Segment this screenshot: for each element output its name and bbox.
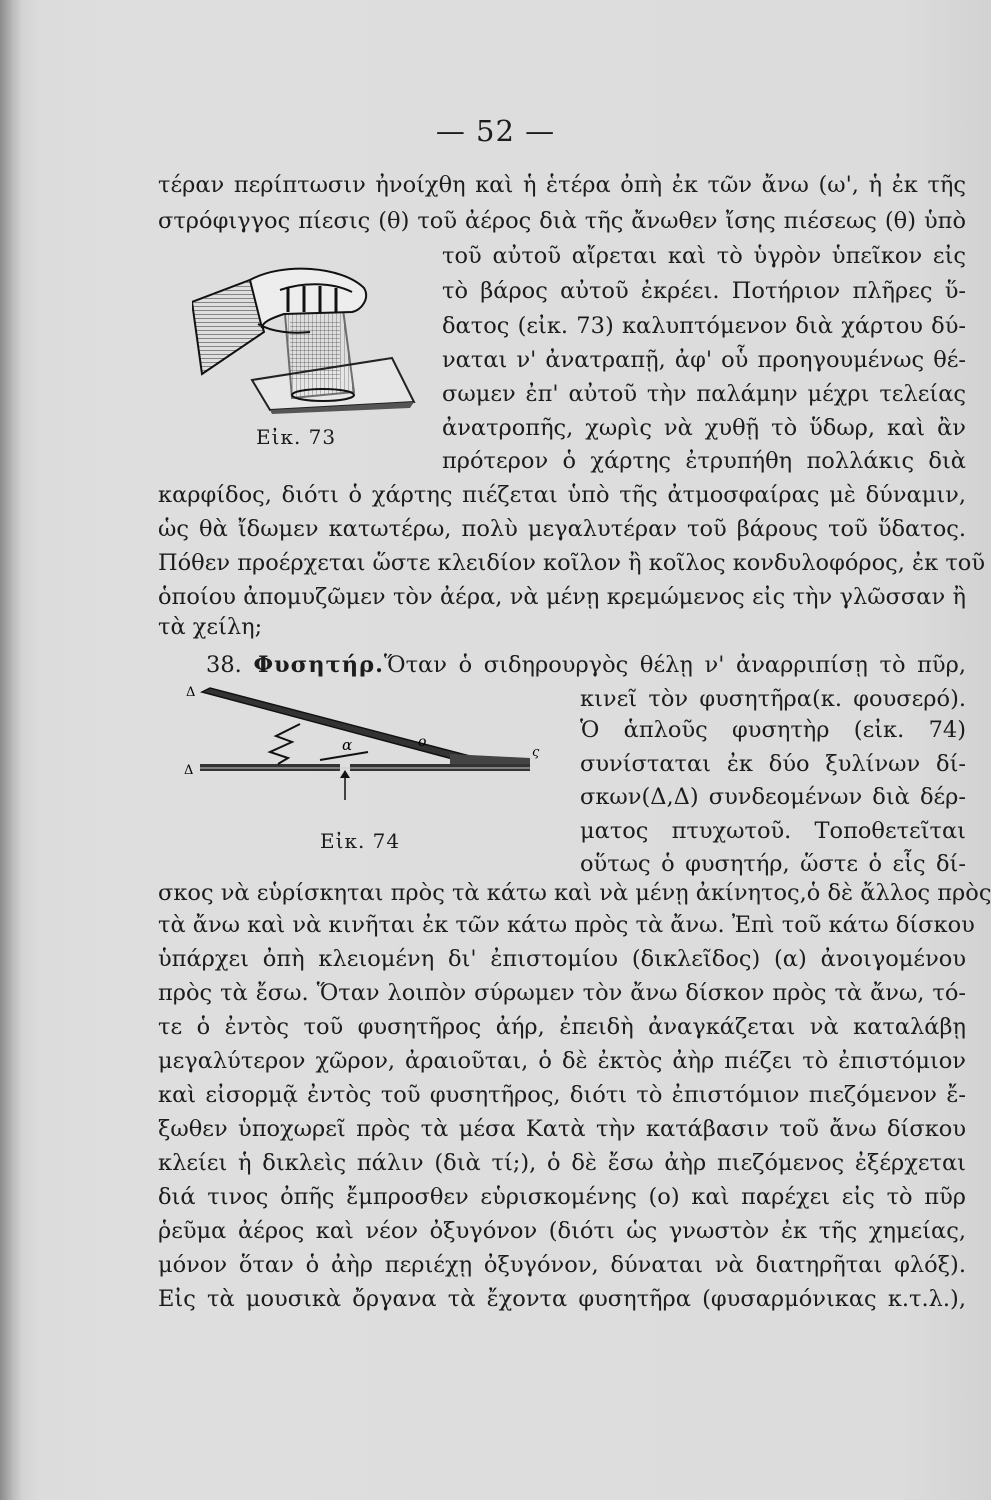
text-line: καὶ εἰσορμᾷ ἐντὸς τοῦ φυσητῆρος, διότι τὸ ἐπιστόμιον πιεζόμενον ἔ-: [158, 1082, 966, 1108]
section-38-first-line: [206, 650, 966, 680]
text-line: πρότερον ὁ χάρτης ἐτρυπήθη πολλάκις διὰ: [442, 448, 966, 474]
text-line: Ὅταν ὁ σιδηρουργὸς θέλῃ ν' ἀναρριπίσῃ τὸ πῦρ,: [383, 652, 966, 678]
text-line: Εἰς τὰ μουσικὰ ὄργανα τὰ ἔχοντα φυσητῆρα (φυσαρμόνικας κ.τ.λ.),: [158, 1286, 966, 1312]
text-line: οὕτως ὁ φυσητήρ, ὥστε ὁ εἷς δί-: [580, 851, 966, 877]
text-line: σκων(Δ,Δ) συνδεομένων διὰ δέρ-: [580, 784, 966, 810]
text-line: Ὁ ἁπλοῦς φυσητὴρ (εἰκ. 74): [580, 717, 966, 743]
text-line: τοῦ αὐτοῦ αἴρεται καὶ τὸ ὑγρὸν ὑπεῖκον εἰς: [442, 243, 966, 269]
text-line: διά τινος ὀπῆς ἔμπροσθεν εὑρισκομένης (ο) καὶ παρέχει εἰς τὸ πῦρ: [158, 1184, 966, 1210]
label-upper-disc: Δ: [186, 685, 196, 700]
text-line: σκος νὰ εὑρίσκηται πρὸς τὰ κάτω καὶ νὰ μένῃ ἀκίνητος,ὁ δὲ ἄλλος πρὸς: [158, 880, 991, 906]
page-spine-shadow: [0, 0, 22, 1500]
figure-74-caption: Εἰκ. 74: [320, 829, 401, 853]
text-line: πρὸς τὰ ἔσω. Ὅταν λοιπὸν σύρωμεν τὸν ἄνω δίσκον πρὸς τὰ ἄνω, τό-: [158, 980, 966, 1006]
text-line: στρόφιγγος πίεσις (θ) τοῦ ἀέρος διὰ τῆς ἄνωθεν ἴσης πιέσεως (θ) ὑπὸ: [158, 208, 966, 234]
section-heading: Φυσητήρ.: [253, 652, 384, 678]
text-line: ὁποίου ἀπομυζῶμεν τὸν ἀέρα, νὰ μένῃ κρεμώμενος εἰς τὴν γλῶσσαν ἢ: [158, 584, 966, 610]
text-line: ὑπάρχει ὀπὴ κλειομένη δι' ἐπιστομίου (δικλεῖδος) (α) ἀνοιγομένου: [158, 946, 966, 972]
text-line: τέραν περίπτωσιν ἠνοίχθη καὶ ἡ ἑτέρα ὀπὴ ἐκ τῶν ἄνω (ω', ἡ ἐκ τῆς: [158, 172, 966, 198]
text-line: τὰ χείλη;: [158, 614, 263, 640]
text-line: μεγαλύτερον χῶρον, ἀραιοῦται, ὁ δὲ ἐκτὸς ἀὴρ πιέζει τὸ ἐπιστόμιον: [158, 1048, 966, 1074]
text-line: Πόθεν προέρχεται ὥστε κλειδίον κοῖλον ἢ κοῖλος κονδυλοφόρος, ἐκ τοῦ: [158, 550, 986, 576]
label-nozzle: ς: [532, 745, 540, 760]
label-outlet: ο: [418, 734, 427, 750]
text-line: κλείει ἡ δικλεὶς πάλιν (διὰ τί;), ὁ δὲ ἔσω ἀὴρ πιεζόμενος ἐξέρχεται: [158, 1150, 966, 1176]
label-valve: α: [342, 736, 353, 754]
text-line: τὰ ἄνω καὶ νὰ κινῆται ἐκ τῶν κάτω πρὸς τὰ ἄνω. Ἐπὶ τοῦ κάτω δίσκου: [158, 912, 975, 938]
text-line: ῥεῦμα ἀέρος καὶ νέον ὀξυγόνον (διότι ὡς γνωστὸν ἐκ τῆς χημείας,: [158, 1218, 966, 1244]
text-line: κινεῖ τὸν φυσητῆρα(κ. φουσερό).: [580, 686, 966, 712]
label-lower-disc: Δ: [184, 763, 194, 778]
text-line: ἀνατροπῆς, χωρὶς νὰ χυθῇ τὸ ὕδωρ, καὶ ἂν: [442, 415, 966, 441]
text-line: τὸ βάρος αὐτοῦ ἐκρέει. Ποτήριον πλῆρες ὕ-: [442, 278, 966, 304]
section-number: 38.: [206, 652, 242, 678]
text-line: ναται ν' ἀνατραπῇ, ἀφ' οὗ προηγουμένως θέ-: [442, 347, 966, 373]
text-line: ματος πτυχωτοῦ. Τοποθετεῖται: [580, 818, 966, 844]
text-line: μόνον ὅταν ὁ ἀὴρ περιέχῃ ὀξυγόνον, δύναται νὰ διατηρῆται φλόξ).: [158, 1252, 966, 1278]
text-line: καρφίδος, διότι ὁ χάρτης πιέζεται ὑπὸ τῆς ἀτμοσφαίρας μὲ δύναμιν,: [158, 482, 966, 508]
figure-73-hand-glass: [192, 262, 417, 417]
text-line: τε ὁ ἐντὸς τοῦ φυσητῆρος ἀήρ, ἐπειδὴ ἀναγκάζεται νὰ καταλάβῃ: [158, 1014, 966, 1040]
text-line: συνίσταται ἐκ δύο ξυλίνων δί-: [580, 751, 966, 777]
figure-74-bellows: [180, 680, 550, 805]
text-line: ξωθεν ὑποχωρεῖ πρὸς τὰ μέσα Κατὰ τὴν κατάβασιν τοῦ ἄνω δίσκου: [158, 1116, 966, 1142]
text-line: δατος (εἰκ. 73) καλυπτόμενον διὰ χάρτου δύ-: [442, 313, 966, 339]
text-line: ὡς θὰ ἴδωμεν κατωτέρω, πολὺ μεγαλυτέραν τοῦ βάρους τοῦ ὕδατος.: [158, 516, 966, 542]
text-line: σωμεν ἐπ' αὐτοῦ τὴν παλάμην μέχρι τελείας: [442, 381, 966, 407]
figure-73-caption: Εἰκ. 73: [256, 425, 337, 449]
page-number: — 52 —: [435, 114, 556, 148]
